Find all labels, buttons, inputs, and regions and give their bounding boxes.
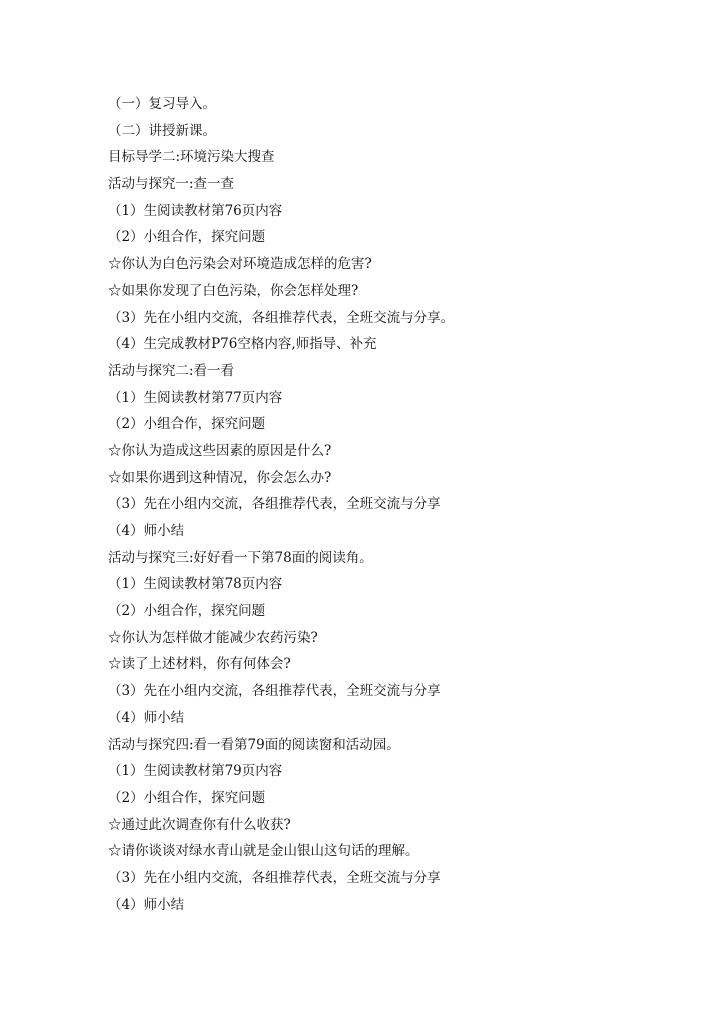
activity-2-step-4: （4）师小结: [108, 523, 185, 539]
activity-3-step-4: （4）师小结: [108, 709, 185, 726]
activity-4-step-4: （4）师小结: [108, 896, 185, 913]
activity-4-heading: 活动与探究四:看一看第79面的阅读窗和活动园。: [108, 736, 400, 753]
section-heading-new-lesson: （二）讲授新课。: [108, 122, 216, 139]
activity-4-step-2: （2）小组合作，探究问题: [108, 789, 266, 806]
activity-1-step-4: （4）生完成教材P76空格内容,师指导、补充: [108, 336, 377, 353]
goal-heading: 目标导学二:环境污染大搜查: [108, 149, 275, 166]
activity-3-step-2: （2）小组合作，探究问题: [108, 603, 266, 620]
activity-1-step-1: （1）生阅读教材第76页内容: [108, 202, 283, 219]
section-heading-review: （一）复习导入。: [108, 96, 216, 112]
document-body: [108, 91, 668, 918]
activity-1-question-2: ☆如果你发现了白色污染，你会怎样处理?: [108, 282, 359, 299]
activity-4-question-2: ☆请你谈谈对绿水青山就是金山银山这句话的理解。: [108, 843, 419, 860]
activity-2-question-1: ☆你认为造成这些因素的原因是什么?: [108, 442, 332, 459]
activity-1-question-1: ☆你认为白色污染会对环境造成怎样的危害?: [108, 256, 372, 273]
activity-3-step-1: （1）生阅读教材第78页内容: [108, 576, 283, 593]
activity-2-question-2: ☆如果你遇到这种情况，你会怎么办?: [108, 469, 332, 486]
activity-3-step-3: （3）先在小组内交流，各组推荐代表，全班交流与分享: [108, 683, 441, 700]
activity-4-step-3: （3）先在小组内交流，各组推荐代表，全班交流与分享: [108, 869, 441, 886]
activity-4-question-1: ☆通过此次调查你有什么收获?: [108, 816, 291, 833]
activity-3-question-1: ☆你认为怎样做才能减少农药污染?: [108, 629, 318, 646]
activity-3-question-2: ☆读了上述材料，你有何体会?: [108, 656, 291, 673]
activity-1-step-3: （3）先在小组内交流，各组推荐代表，全班交流与分享。: [108, 309, 455, 326]
activity-2-step-1: （1）生阅读教材第77页内容: [108, 389, 283, 406]
activity-1-heading: 活动与探究一:查一查: [108, 176, 235, 193]
activity-1-step-2: （2）小组合作，探究问题: [108, 229, 266, 246]
activity-2-heading: 活动与探究二:看一看: [108, 362, 235, 379]
activity-2-step-2: （2）小组合作，探究问题: [108, 416, 266, 433]
activity-2-step-3: （3）先在小组内交流，各组推荐代表，全班交流与分享: [108, 496, 441, 513]
activity-4-step-1: （1）生阅读教材第79页内容: [108, 763, 283, 780]
activity-3-heading: 活动与探究三:好好看一下第78面的阅读角。: [108, 549, 373, 566]
